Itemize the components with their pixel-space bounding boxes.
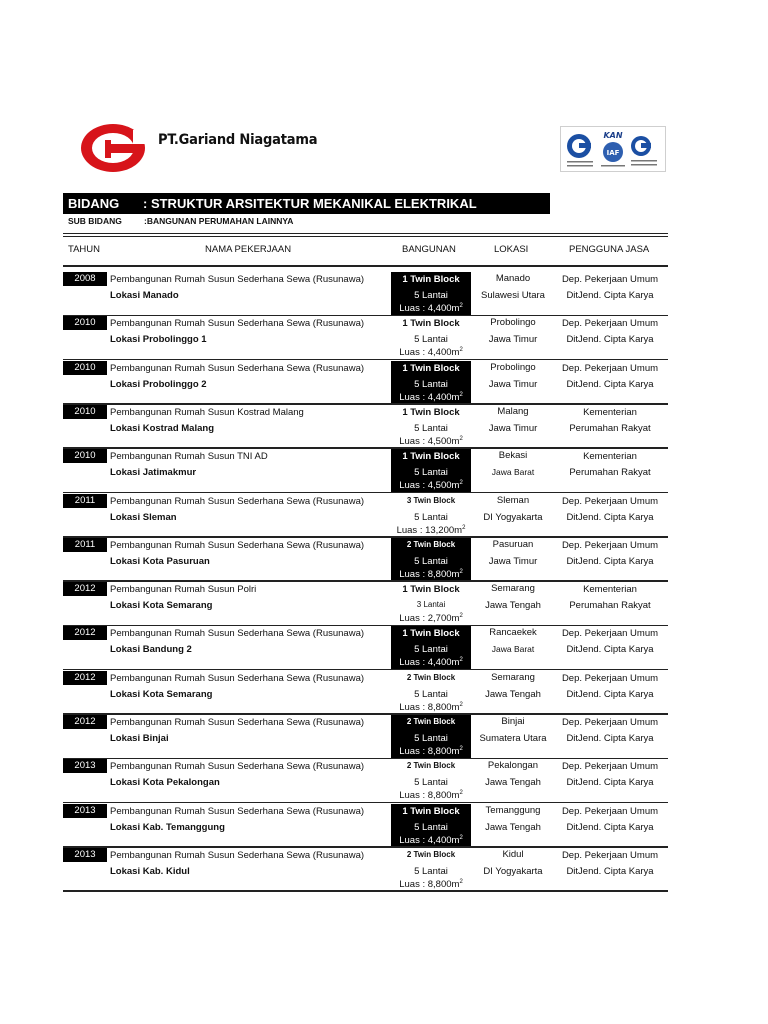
block-count: 2 Twin Block bbox=[406, 539, 456, 549]
block-count: 1 Twin Block bbox=[402, 628, 460, 640]
bangunan-cell bbox=[391, 316, 471, 360]
floor-count: 5 Lantai bbox=[414, 334, 448, 346]
area-value: Luas : $8,800m^2$ bbox=[399, 878, 463, 890]
header-divider-top bbox=[63, 233, 668, 234]
location-city: Semarang bbox=[491, 671, 535, 683]
floor-count: 3 Lantai bbox=[416, 600, 446, 610]
area-value: Luas : $4,400m^2$ bbox=[399, 302, 463, 314]
client-line-2: Perumahan Rakyat bbox=[569, 467, 651, 479]
block-count: 2 Twin Block bbox=[406, 761, 456, 771]
block-count: 1 Twin Block bbox=[402, 451, 460, 463]
year-badge: 2013 bbox=[63, 759, 107, 773]
column-header-pengguna-jasa: PENGGUNA JASA bbox=[569, 244, 650, 255]
client-line-1: Dep. Pekerjaan Umum bbox=[561, 539, 659, 551]
location-province: DI Yogyakarta bbox=[483, 511, 543, 523]
client-line-2: DitJend. Cipta Karya bbox=[566, 378, 654, 390]
bangunan-cell bbox=[391, 449, 471, 493]
floor-count: 5 Lantai bbox=[414, 555, 448, 567]
floor-count: 5 Lantai bbox=[414, 688, 448, 700]
location-city: Probolingo bbox=[490, 317, 536, 329]
table-row bbox=[63, 316, 668, 360]
year-badge: 2011 bbox=[63, 494, 107, 508]
year-badge: 2008 bbox=[63, 272, 107, 286]
location-city: Manado bbox=[495, 273, 531, 284]
table-row bbox=[63, 804, 668, 848]
location-city: Pasuruan bbox=[492, 538, 534, 550]
table-row bbox=[63, 538, 668, 582]
area-value: Luas : $8,800m^2$ bbox=[399, 701, 463, 713]
location-city: Sleman bbox=[496, 494, 530, 506]
block-count: 1 Twin Block bbox=[402, 406, 460, 418]
client-line-1: Kementerian bbox=[583, 406, 637, 418]
client-line-2: DitJend. Cipta Karya bbox=[566, 733, 654, 744]
block-count: 1 Twin Block bbox=[402, 584, 460, 596]
location-province: Jawa Tengah bbox=[485, 777, 541, 789]
block-count: 2 Twin Block bbox=[406, 717, 456, 726]
project-location-name: Lokasi Binjai bbox=[110, 733, 169, 744]
project-name: Pembangunan Rumah Susun Sederhana Sewa (Rusunawa) bbox=[110, 717, 365, 728]
project-location-name: Lokasi Sleman bbox=[110, 511, 177, 523]
location-city: Binjai bbox=[501, 716, 525, 727]
client-line-1: Dep. Pekerjaan Umum bbox=[561, 717, 659, 728]
client-line-2: DitJend. Cipta Karya bbox=[566, 821, 654, 833]
company-name: PT.Gariand Niagatama bbox=[158, 132, 318, 148]
location-city: Malang bbox=[497, 405, 529, 417]
project-location-name: Lokasi Kota Semarang bbox=[110, 600, 213, 612]
area-value: Luas : $4,400m^2$ bbox=[399, 834, 463, 846]
area-value: Luas : $13,200m^2$ bbox=[396, 524, 466, 536]
column-header-lokasi: LOKASI bbox=[494, 244, 529, 255]
bangunan-cell bbox=[391, 405, 471, 449]
year-badge: 2012 bbox=[63, 671, 107, 685]
year-badge: 2011 bbox=[63, 538, 107, 552]
client-line-2: DitJend. Cipta Karya bbox=[566, 865, 654, 877]
project-location-name: Lokasi Kab. Temanggung bbox=[110, 821, 225, 833]
iaf-label: IAF bbox=[606, 149, 620, 157]
year-badge: 2010 bbox=[63, 449, 107, 463]
project-location-name: Lokasi Probolinggo 1 bbox=[110, 334, 207, 346]
year-badge: 2012 bbox=[63, 582, 107, 596]
block-count: 1 Twin Block bbox=[402, 362, 460, 374]
project-name: Pembangunan Rumah Susun Kostrad Malang bbox=[110, 406, 304, 418]
area-value: Luas : $4,400m^2$ bbox=[399, 347, 463, 359]
bangunan-cell bbox=[391, 848, 471, 892]
bangunan-cell bbox=[391, 626, 471, 670]
area-value: Luas : $4,400m^2$ bbox=[399, 391, 463, 403]
client-line-1: Kementerian bbox=[583, 451, 637, 463]
year-badge: 2010 bbox=[63, 361, 107, 375]
certification-logos bbox=[560, 126, 666, 172]
client-line-1: Dep. Pekerjaan Umum bbox=[561, 761, 659, 773]
table-row bbox=[63, 626, 668, 670]
project-name: Pembangunan Rumah Susun Sederhana Sewa (Rusunawa) bbox=[110, 539, 365, 551]
location-province: DI Yogyakarta bbox=[483, 865, 543, 877]
location-province: Jawa Tengah bbox=[485, 821, 541, 833]
sub-bidang-label: SUB BIDANG bbox=[68, 216, 122, 226]
location-city: Bekasi bbox=[498, 450, 528, 462]
column-header-bangunan: BANGUNAN bbox=[402, 244, 456, 255]
floor-count: 5 Lantai bbox=[414, 865, 448, 877]
client-line-2: Perumahan Rakyat bbox=[569, 422, 651, 434]
project-name: Pembangunan Rumah Susun Sederhana Sewa (Rusunawa) bbox=[110, 318, 365, 330]
block-count: 1 Twin Block bbox=[402, 274, 460, 285]
location-city: Pekalongan bbox=[487, 760, 539, 772]
block-count: 1 Twin Block bbox=[402, 318, 460, 330]
client-line-1: Dep. Pekerjaan Umum bbox=[561, 849, 659, 861]
client-line-2: DitJend. Cipta Karya bbox=[566, 644, 654, 656]
header-divider-bottom bbox=[63, 265, 668, 267]
location-province: Jawa Barat bbox=[491, 467, 535, 478]
bangunan-cell bbox=[391, 272, 471, 316]
table-row bbox=[63, 848, 668, 892]
block-count: 2 Twin Block bbox=[406, 849, 456, 859]
client-line-2: DitJend. Cipta Karya bbox=[566, 334, 654, 346]
floor-count: 5 Lantai bbox=[414, 644, 448, 656]
location-province: Jawa Timur bbox=[488, 555, 538, 567]
year-badge: 2010 bbox=[63, 405, 107, 419]
project-location-name: Lokasi Probolinggo 2 bbox=[110, 378, 207, 390]
block-count: 2 Twin Block bbox=[406, 672, 456, 682]
table-row bbox=[63, 715, 668, 759]
location-province: Jawa Tengah bbox=[485, 600, 541, 612]
project-name: Pembangunan Rumah Susun Sederhana Sewa (Rusunawa) bbox=[110, 362, 365, 374]
client-line-2: DitJend. Cipta Karya bbox=[566, 511, 654, 523]
area-value: Luas : $8,800m^2$ bbox=[399, 745, 463, 757]
table-row bbox=[63, 494, 668, 538]
floor-count: 5 Lantai bbox=[414, 467, 448, 479]
bangunan-cell bbox=[391, 538, 471, 582]
project-name: Pembangunan Rumah Susun TNI AD bbox=[110, 451, 268, 463]
project-location-name: Lokasi Kota Pekalongan bbox=[110, 777, 220, 789]
bangunan-cell bbox=[391, 671, 471, 715]
area-value: Luas : $4,500m^2$ bbox=[399, 435, 463, 447]
floor-count: 5 Lantai bbox=[414, 821, 448, 833]
bangunan-cell bbox=[391, 715, 471, 759]
bangunan-cell bbox=[391, 361, 471, 405]
project-name: Pembangunan Rumah Susun Polri bbox=[110, 584, 257, 596]
area-value: Luas : $4,500m^2$ bbox=[399, 480, 463, 492]
bidang-value: : STRUKTUR ARSITEKTUR MEKANIKAL ELEKTRIKAL bbox=[143, 196, 477, 211]
bangunan-cell bbox=[391, 582, 471, 626]
table-row bbox=[63, 759, 668, 803]
table-row bbox=[63, 671, 668, 715]
table-row bbox=[63, 361, 668, 405]
year-badge: 2013 bbox=[63, 804, 107, 818]
year-badge: 2012 bbox=[63, 715, 107, 729]
client-line-1: Dep. Pekerjaan Umum bbox=[561, 318, 659, 330]
location-province: Jawa Timur bbox=[488, 334, 538, 346]
area-value: Luas : $8,800m^2$ bbox=[399, 790, 463, 802]
location-province: Jawa Timur bbox=[488, 378, 538, 390]
bangunan-cell bbox=[391, 759, 471, 803]
project-name: Pembangunan Rumah Susun Sederhana Sewa (Rusunawa) bbox=[110, 628, 365, 640]
table-row bbox=[63, 272, 668, 316]
floor-count: 5 Lantai bbox=[414, 777, 448, 789]
project-name: Pembangunan Rumah Susun Sederhana Sewa (Rusunawa) bbox=[110, 761, 365, 773]
sub-bidang-value: :BANGUNAN PERUMAHAN LAINNYA bbox=[144, 216, 294, 226]
location-province: Sulawesi Utara bbox=[481, 290, 545, 301]
column-header-tahun: TAHUN bbox=[68, 244, 101, 255]
client-line-1: Dep. Pekerjaan Umum bbox=[561, 628, 659, 640]
client-line-1: Dep. Pekerjaan Umum bbox=[561, 805, 659, 817]
row-divider bbox=[63, 890, 668, 892]
year-badge: 2013 bbox=[63, 848, 107, 862]
bidang-label: BIDANG bbox=[68, 196, 120, 211]
project-location-name: Lokasi Kota Semarang bbox=[110, 688, 213, 700]
block-count: 3 Twin Block bbox=[406, 495, 456, 505]
floor-count: 5 Lantai bbox=[414, 733, 448, 744]
floor-count: 5 Lantai bbox=[414, 290, 448, 301]
bangunan-cell bbox=[391, 494, 471, 538]
project-name: Pembangunan Rumah Susun Sederhana Sewa (Rusunawa) bbox=[110, 495, 365, 507]
location-city: Rancaekek bbox=[489, 627, 537, 639]
floor-count: 5 Lantai bbox=[414, 511, 448, 523]
client-line-1: Kementerian bbox=[583, 584, 637, 596]
bangunan-cell bbox=[391, 804, 471, 848]
table-row bbox=[63, 582, 668, 626]
client-line-1: Dep. Pekerjaan Umum bbox=[561, 672, 659, 684]
location-province: Jawa Barat bbox=[491, 644, 535, 655]
project-name: Pembangunan Rumah Susun Sederhana Sewa (Rusunawa) bbox=[110, 274, 365, 285]
project-location-name: Lokasi Kab. Kidul bbox=[110, 865, 190, 877]
column-header-nama-pekerjaan: NAMA PEKERJAAN bbox=[205, 244, 292, 255]
location-province: Sumatera Utara bbox=[479, 733, 547, 744]
area-value: Luas : $8,800m^2$ bbox=[399, 568, 463, 580]
project-location-name: Lokasi Kota Pasuruan bbox=[110, 555, 210, 567]
client-line-2: DitJend. Cipta Karya bbox=[566, 290, 654, 301]
project-location-name: Lokasi Jatimakmur bbox=[110, 467, 197, 479]
floor-count: 5 Lantai bbox=[414, 378, 448, 390]
client-line-1: Dep. Pekerjaan Umum bbox=[561, 495, 659, 507]
bidang-banner bbox=[63, 193, 550, 214]
company-logo-icon bbox=[78, 120, 148, 176]
header-divider-top-2 bbox=[63, 236, 668, 237]
year-badge: 2012 bbox=[63, 626, 107, 640]
client-line-2: DitJend. Cipta Karya bbox=[566, 688, 654, 700]
area-value: Luas : $4,400m^2$ bbox=[399, 657, 463, 669]
block-count: 1 Twin Block bbox=[402, 805, 460, 817]
project-name: Pembangunan Rumah Susun Sederhana Sewa (Rusunawa) bbox=[110, 805, 365, 817]
location-city: Kidul bbox=[502, 848, 524, 860]
client-line-2: DitJend. Cipta Karya bbox=[566, 777, 654, 789]
client-line-1: Dep. Pekerjaan Umum bbox=[561, 274, 659, 285]
client-line-1: Dep. Pekerjaan Umum bbox=[561, 362, 659, 374]
location-province: Jawa Timur bbox=[488, 422, 538, 434]
project-name: Pembangunan Rumah Susun Sederhana Sewa (Rusunawa) bbox=[110, 849, 365, 861]
location-city: Probolingo bbox=[490, 361, 536, 373]
client-line-2: Perumahan Rakyat bbox=[569, 600, 651, 612]
table-row bbox=[63, 449, 668, 493]
area-value: Luas : $2,700m^2$ bbox=[399, 612, 463, 625]
project-location-name: Lokasi Bandung 2 bbox=[110, 644, 192, 656]
floor-count: 5 Lantai bbox=[414, 422, 448, 434]
client-line-2: DitJend. Cipta Karya bbox=[566, 555, 654, 567]
location-province: Jawa Tengah bbox=[485, 688, 541, 700]
project-name: Pembangunan Rumah Susun Sederhana Sewa (Rusunawa) bbox=[110, 672, 365, 684]
location-city: Temanggung bbox=[485, 804, 541, 816]
table-row bbox=[63, 405, 668, 449]
kan-label: KAN bbox=[603, 131, 623, 140]
year-badge: 2010 bbox=[63, 316, 107, 330]
project-location-name: Lokasi Manado bbox=[110, 290, 179, 301]
location-city: Semarang bbox=[491, 583, 535, 595]
project-location-name: Lokasi Kostrad Malang bbox=[110, 422, 214, 434]
